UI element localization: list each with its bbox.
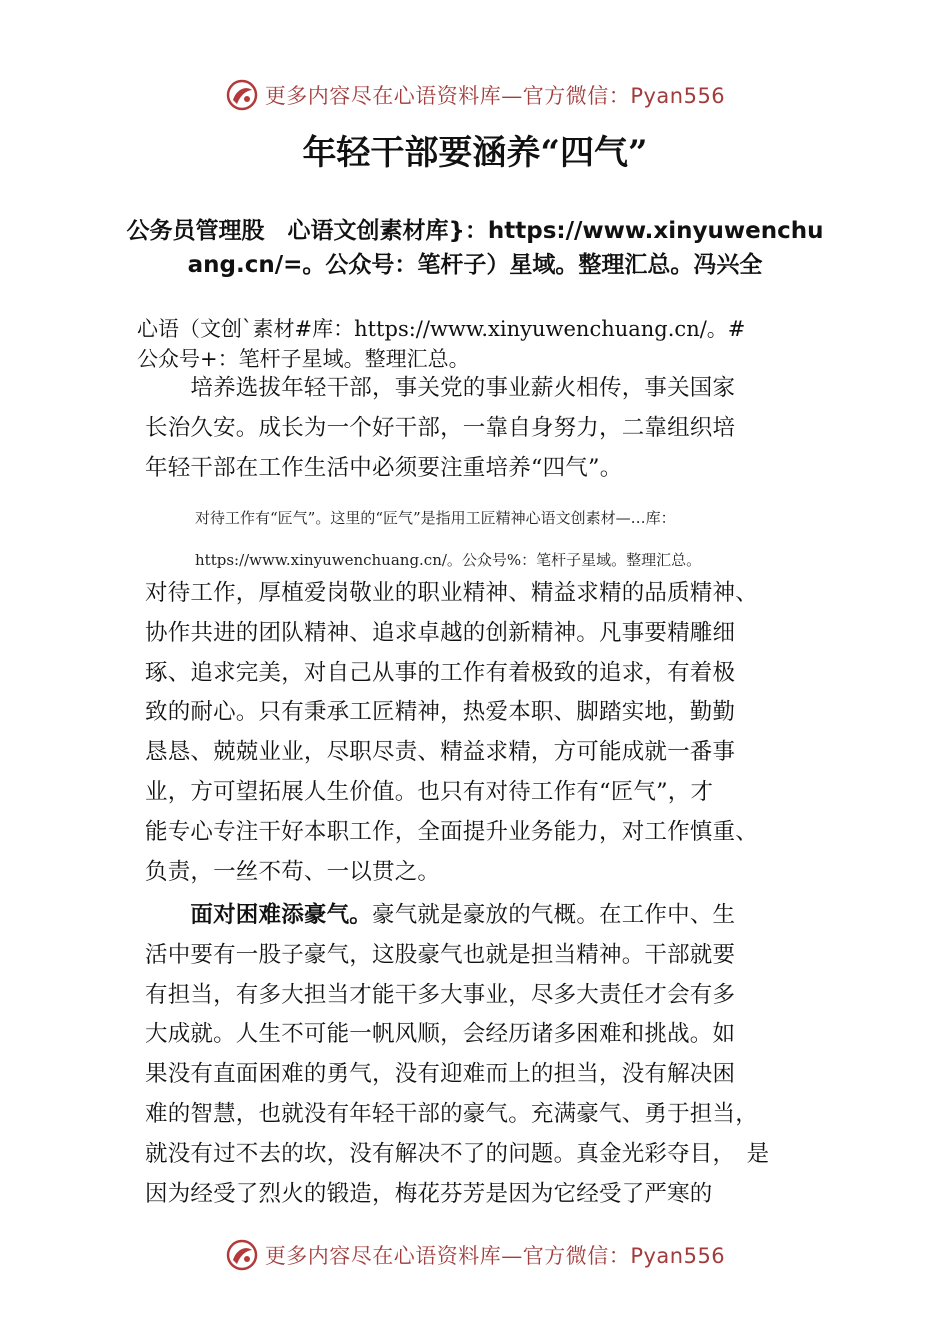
text-line: 因为经受了烈火的锻造，梅花芬芳是因为它经受了严寒的 xyxy=(145,1180,713,1207)
text-line: 协作共进的团队精神、追求卓越的创新精神。凡事要精雕细 xyxy=(145,619,736,646)
text-line: 对待工作，厚植爱岗敬业的职业精神、精益求精的品质精神、 xyxy=(145,580,758,606)
author-line: 公务员管理股 心语文创素材库}：https://www.xinyuwenchuang.cn/=。公众号：笔杆子）星域。整理汇总。冯兴全 xyxy=(126,218,824,278)
wechat-id: Pyan556 xyxy=(630,1244,726,1268)
text-line: 恳恳、兢兢业业，尽职尽责、精益求精，方可能成就一番事 xyxy=(145,739,736,766)
text-line: 业，方可望拓展人生价值。也只有对待工作有“匠气”，才 xyxy=(145,778,714,805)
text-line: 致的耐心。只有秉承工匠精神，热爱本职、脚踏实地，勤勤 xyxy=(145,699,736,726)
watermark-text: 更多内容尽在心语资料库—官方微信：Pyan556 xyxy=(264,1244,726,1268)
section-heading: 面对困难添豪气。 xyxy=(190,902,373,928)
logo-icon xyxy=(225,78,259,112)
source-note-line-1: 心语（文创`素材#库：https://www.xinyuwenchuang.cn/。# xyxy=(137,317,746,341)
logo-icon xyxy=(225,1238,259,1272)
text-line: 有担当，有多大担当才能干多大事业，尽多大责任才会有多 xyxy=(145,981,736,1008)
document-title: 年轻干部要涵养“四气” xyxy=(302,133,648,173)
text-line: 就没有过不去的坎，没有解决不了的问题。真金光彩夺目， 是 xyxy=(145,1140,770,1167)
text-line: 难的智慧，也就没有年轻干部的豪气。充满豪气、勇于担当， xyxy=(145,1100,758,1127)
watermark-text: 更多内容尽在心语资料库—官方微信：Pyan556 xyxy=(264,84,726,108)
wechat-id: Pyan556 xyxy=(630,84,726,108)
text-line: 大成就。人生不可能一帆风顺，会经历诸多困难和挑战。如 xyxy=(145,1021,736,1048)
intro-paragraph xyxy=(145,369,825,488)
small-note-line-2: https://www.xinyuwenchuang.cn/。公众号%：笔杆子星域。整理汇总。 xyxy=(195,551,702,569)
header-watermark xyxy=(0,70,950,120)
text-line: 培养选拔年轻干部，事关党的事业薪火相传，事关国家 xyxy=(145,375,736,401)
small-note-line-1: 对待工作有“匠气”。这里的“匠气”是指用工匠精神心语文创素材—…库： xyxy=(195,509,676,527)
paragraph-craftsmanship xyxy=(145,574,825,892)
source-note-line-2: 公众号+：笔杆子星域。整理汇总。 xyxy=(137,347,470,371)
text-line: 长治久安。成长为一个好干部，一靠自身努力，二靠组织培 xyxy=(145,414,736,441)
text-line: 面对困难添豪气。豪气就是豪放的气概。在工作中、生 xyxy=(190,902,736,928)
paragraph-courage xyxy=(145,896,825,1214)
text-line: 琢、追求完美，对自己从事的工作有着极致的追求，有着极 xyxy=(145,659,736,686)
text-line: 年轻干部在工作生活中必须要注重培养“四气”。 xyxy=(145,454,623,481)
footer-watermark xyxy=(0,1230,950,1280)
text-line: 负责，一丝不苟、一以贯之。 xyxy=(145,858,441,885)
text-line: 果没有直面困难的勇气，没有迎难而上的担当，没有解决困 xyxy=(145,1061,736,1088)
text-line: 活中要有一股子豪气，这股豪气也就是担当精神。干部就要 xyxy=(145,941,736,968)
text-line: 能专心专注干好本职工作，全面提升业务能力，对工作慎重、 xyxy=(145,818,758,845)
